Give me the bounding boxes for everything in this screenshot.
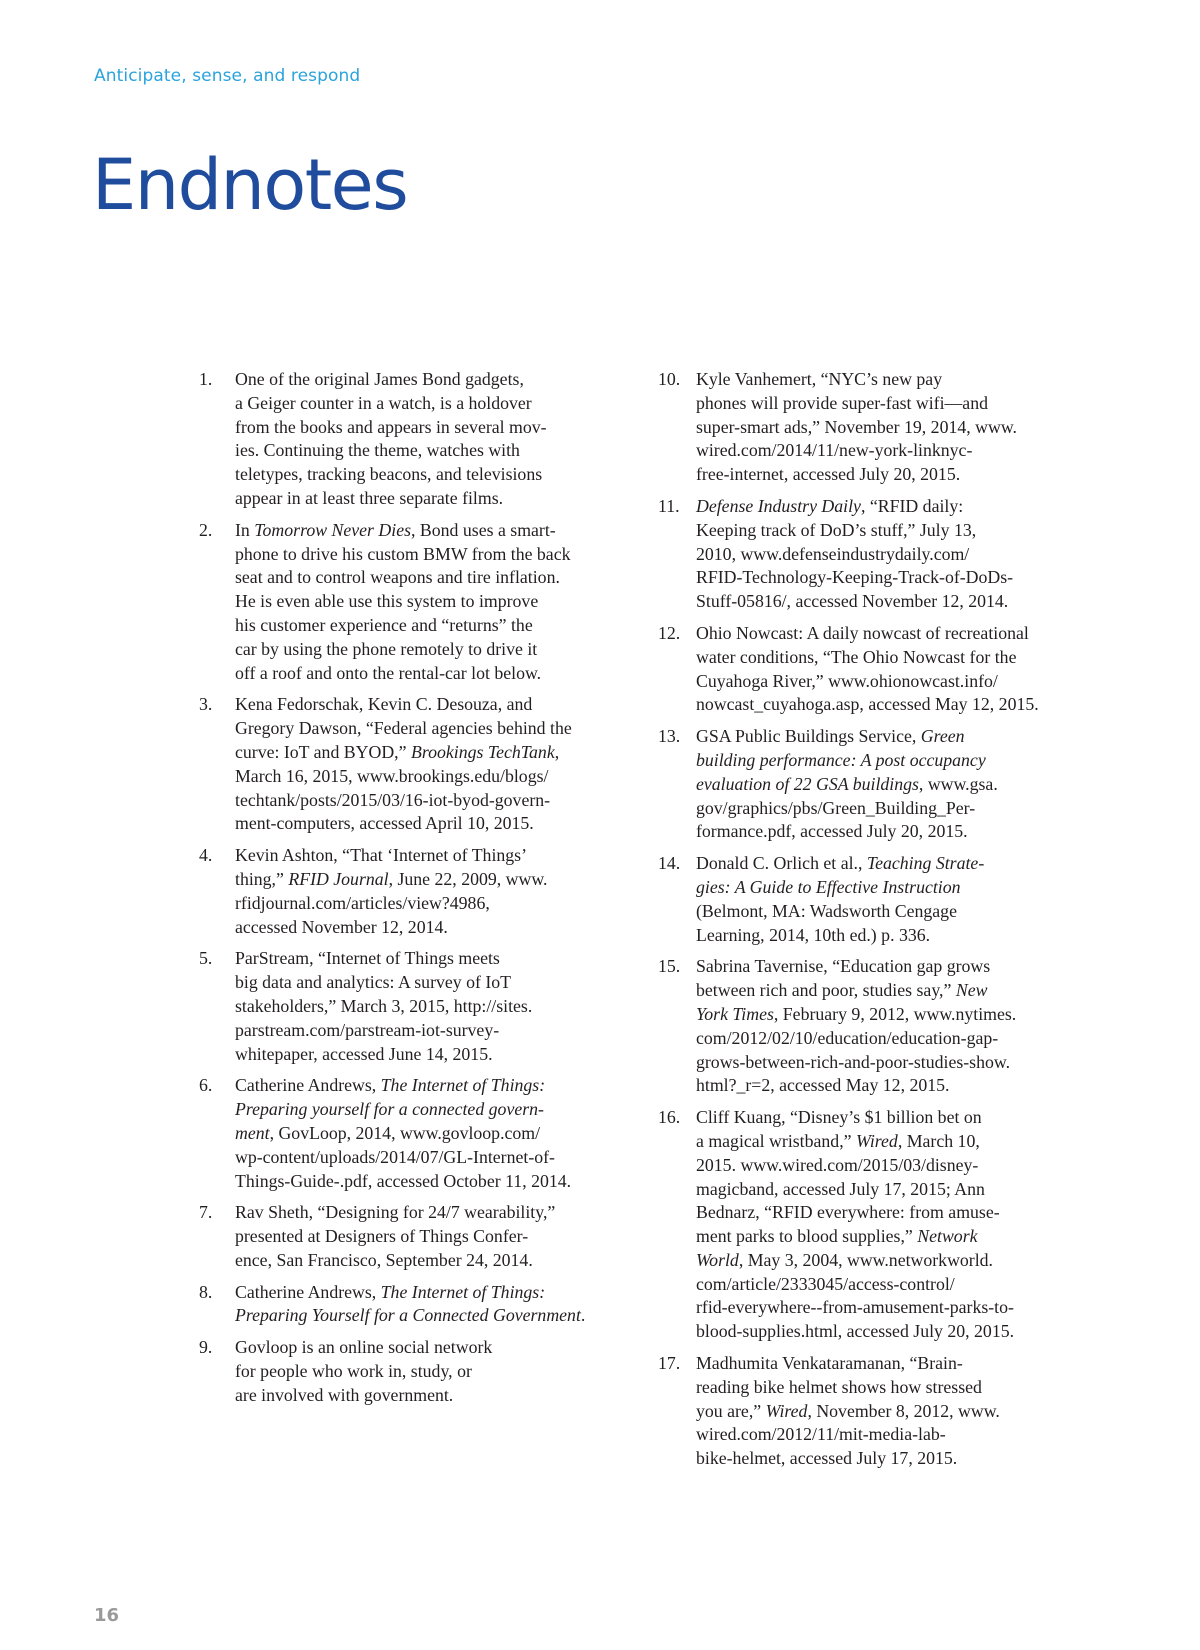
endnote-line bbox=[235, 543, 619, 567]
endnote-line bbox=[696, 1273, 1078, 1297]
endnote-line bbox=[696, 1352, 1078, 1376]
endnote-italic-text: Wired bbox=[765, 1400, 808, 1421]
endnote-line bbox=[696, 495, 1078, 519]
endnote-line bbox=[696, 622, 1078, 646]
endnote-text-run: Kena Fedorschak, Kevin C. Desouza, and bbox=[235, 694, 533, 715]
endnote-line bbox=[235, 463, 619, 487]
endnote-text bbox=[696, 622, 1078, 717]
endnote-number: 5. bbox=[199, 948, 213, 969]
endnote-italic-text: Network bbox=[917, 1226, 978, 1247]
endnote-italic-text: Green bbox=[920, 726, 965, 747]
endnote-line bbox=[235, 693, 619, 717]
endnote-text-run: Bednarz, “RFID everywhere: from amuse- bbox=[696, 1202, 1000, 1223]
endnote-text-run: wp-content/uploads/2014/07/GL-Internet-of- bbox=[235, 1146, 555, 1167]
page-title: Endnotes bbox=[92, 144, 408, 226]
endnote-text-run: phone to drive his custom BMW from the back bbox=[235, 543, 571, 564]
endnote-line bbox=[696, 1249, 1078, 1273]
endnote-italic-text: Teaching Strate- bbox=[866, 853, 985, 874]
endnote-text-run: Gregory Dawson, “Federal agencies behind the bbox=[235, 718, 572, 739]
endnote-number: 1. bbox=[199, 369, 213, 389]
endnote-number: 8. bbox=[199, 1281, 213, 1302]
endnote-item bbox=[199, 1201, 619, 1272]
endnote-text-run: ParStream, “Internet of Things meets bbox=[235, 948, 500, 969]
endnote-line bbox=[235, 614, 619, 638]
endnote-line bbox=[696, 1320, 1078, 1344]
endnote-line bbox=[696, 900, 1078, 924]
endnote-italic-text: ment bbox=[235, 1122, 270, 1143]
endnotes-column-left bbox=[199, 368, 619, 1416]
endnote-line bbox=[235, 416, 619, 440]
endnote-text-run: from the books and appears in several mov- bbox=[235, 416, 547, 437]
endnote-text-run: techtank/posts/2015/03/16-iot-byod-govern- bbox=[235, 789, 551, 810]
endnote-line bbox=[235, 765, 619, 789]
endnote-number: 12. bbox=[658, 622, 681, 643]
endnote-line bbox=[235, 995, 619, 1019]
endnote-line bbox=[235, 566, 619, 590]
endnote-line bbox=[235, 392, 619, 416]
endnote-line bbox=[696, 1027, 1078, 1051]
endnote-text-run: ment parks to blood supplies,” bbox=[696, 1226, 918, 1247]
endnote-italic-text: gies: A Guide to Effective Instruction bbox=[696, 876, 961, 897]
endnote-text-run: parstream.com/parstream-iot-survey- bbox=[235, 1019, 500, 1040]
endnote-line bbox=[235, 1201, 619, 1225]
endnote-text-run: , June 22, 2009, www. bbox=[388, 868, 548, 889]
endnote-line bbox=[696, 1376, 1078, 1400]
endnote-text-run: Things-Guide-.pdf, accessed October 11, 2014. bbox=[235, 1170, 572, 1191]
endnote-text-run: Madhumita Venkataramanan, “Brain- bbox=[696, 1353, 963, 1374]
endnote-text-run: reading bike helmet shows how stressed bbox=[696, 1376, 982, 1397]
endnote-text-run: Catherine Andrews, bbox=[235, 1281, 381, 1302]
endnote-line bbox=[235, 844, 619, 868]
endnote-line bbox=[696, 1106, 1078, 1130]
endnote-line bbox=[696, 1178, 1078, 1202]
endnote-line bbox=[696, 519, 1078, 543]
endnote-text-run: ment-computers, accessed April 10, 2015. bbox=[235, 813, 534, 834]
endnote-text-run: blood-supplies.html, accessed July 20, 2015. bbox=[696, 1321, 1015, 1342]
endnote-line bbox=[235, 1043, 619, 1067]
endnote-italic-text: Wired bbox=[855, 1130, 898, 1151]
endnote-line bbox=[696, 1296, 1078, 1320]
endnote-line bbox=[235, 662, 619, 686]
endnote-number: 16. bbox=[658, 1107, 681, 1128]
endnote-line bbox=[696, 693, 1078, 717]
endnote-text-run: seat and to control weapons and tire inflation. bbox=[235, 567, 560, 588]
endnote-text-run: accessed November 12, 2014. bbox=[235, 916, 448, 937]
endnote-italic-text: The Internet of Things: bbox=[380, 1075, 546, 1096]
endnote-text-run: Govloop is an online social network bbox=[235, 1337, 493, 1358]
endnote-text-run: wired.com/2014/11/new-york-linknyc- bbox=[696, 440, 973, 461]
endnote-text-run: presented at Designers of Things Confer- bbox=[235, 1226, 529, 1247]
endnote-line bbox=[696, 820, 1078, 844]
running-head: Anticipate, sense, and respond bbox=[94, 66, 361, 86]
endnote-text-run: 2010, www.defenseindustrydaily.com/ bbox=[696, 543, 970, 564]
endnote-text-run: a Geiger counter in a watch, is a holdover bbox=[235, 392, 532, 413]
endnote-line bbox=[696, 773, 1078, 797]
endnote-text-run: curve: IoT and BYOD,” bbox=[235, 741, 411, 762]
endnote-line bbox=[235, 812, 619, 836]
endnote-line bbox=[235, 1384, 619, 1408]
endnote-text-run: grows-between-rich-and-poor-studies-show. bbox=[696, 1051, 1011, 1072]
endnote-number: 3. bbox=[199, 694, 213, 715]
endnotes-column-right bbox=[658, 368, 1078, 1479]
endnote-line bbox=[696, 1400, 1078, 1424]
endnote-text-run: com/article/2333045/access-control/ bbox=[696, 1273, 955, 1294]
endnote-italic-text: Brookings TechTank bbox=[410, 741, 555, 762]
endnote-line bbox=[235, 487, 619, 511]
endnote-line bbox=[235, 741, 619, 765]
endnote-text bbox=[696, 1352, 1078, 1471]
endnote-text-run: a magical wristband,” bbox=[696, 1130, 856, 1151]
endnote-line bbox=[696, 797, 1078, 821]
endnote-text-run: Donald C. Orlich et al., bbox=[696, 853, 867, 874]
endnote-text-run: GSA Public Buildings Service, bbox=[696, 726, 921, 747]
endnote-text-run: One of the original James Bond gadgets, bbox=[235, 369, 524, 389]
endnote-line bbox=[235, 1074, 619, 1098]
endnote-text-run: Cuyahoga River,” www.ohionowcast.info/ bbox=[696, 670, 998, 691]
endnote-text-run: between rich and poor, studies say,” bbox=[696, 980, 956, 1001]
endnote-line bbox=[696, 924, 1078, 948]
endnote-text bbox=[235, 693, 619, 836]
endnote-text-run: you are,” bbox=[696, 1400, 766, 1421]
endnote-text bbox=[696, 955, 1078, 1098]
endnote-line bbox=[235, 1146, 619, 1170]
endnote-line bbox=[696, 1051, 1078, 1075]
endnote-item bbox=[199, 693, 619, 836]
endnote-line bbox=[696, 725, 1078, 749]
endnote-italic-text: World bbox=[696, 1249, 739, 1270]
endnote-text-run: RFID-Technology-Keeping-Track-of-DoDs- bbox=[696, 567, 1014, 588]
endnote-italic-text: Preparing yourself for a connected govern- bbox=[235, 1099, 544, 1120]
endnote-item bbox=[199, 519, 619, 686]
endnote-item bbox=[658, 368, 1078, 487]
endnote-text-run: Keeping track of DoD’s stuff,” July 13, bbox=[696, 519, 977, 540]
endnote-line bbox=[235, 916, 619, 940]
endnote-text-run: off a roof and onto the rental-car lot below. bbox=[235, 662, 542, 683]
endnote-text-run: big data and analytics: A survey of IoT bbox=[235, 972, 512, 993]
endnote-line bbox=[696, 566, 1078, 590]
endnote-text-run: Ohio Nowcast: A daily nowcast of recreational bbox=[696, 622, 1029, 643]
endnote-text bbox=[235, 844, 619, 939]
endnote-text-run: , “RFID daily: bbox=[860, 495, 964, 516]
endnote-line bbox=[235, 1122, 619, 1146]
page-number: 16 bbox=[94, 1605, 120, 1626]
endnote-number: 10. bbox=[658, 369, 681, 389]
endnote-line bbox=[696, 1130, 1078, 1154]
endnote-text bbox=[696, 495, 1078, 614]
endnote-line bbox=[235, 1098, 619, 1122]
endnote-text-run: teletypes, tracking beacons, and televisions bbox=[235, 464, 543, 485]
endnote-item bbox=[658, 495, 1078, 614]
endnote-italic-text: Tomorrow Never Dies bbox=[254, 519, 412, 540]
endnote-text-run: , March 10, bbox=[897, 1130, 980, 1151]
endnote-text-run: rfidjournal.com/articles/view?4986, bbox=[235, 892, 490, 913]
endnote-line bbox=[235, 892, 619, 916]
endnote-text-run: Catherine Andrews, bbox=[235, 1075, 381, 1096]
endnote-text-run: water conditions, “The Ohio Nowcast for the bbox=[696, 646, 1017, 667]
endnote-italic-text: evaluation of 22 GSA buildings bbox=[696, 773, 919, 794]
endnote-line bbox=[696, 1423, 1078, 1447]
endnote-line bbox=[696, 1447, 1078, 1471]
endnote-item bbox=[199, 1281, 619, 1329]
endnote-item bbox=[199, 1074, 619, 1193]
endnote-text bbox=[235, 368, 619, 511]
endnote-line bbox=[696, 463, 1078, 487]
endnote-line bbox=[696, 439, 1078, 463]
endnote-text-run: com/2012/02/10/education/education-gap- bbox=[696, 1027, 999, 1048]
endnote-line bbox=[235, 1249, 619, 1273]
endnote-italic-text: Preparing Yourself for a Connected Government bbox=[235, 1305, 581, 1326]
endnote-text-run: Stuff-05816/, accessed November 12, 2014. bbox=[696, 591, 1009, 612]
endnote-text bbox=[696, 852, 1078, 947]
endnote-item bbox=[199, 1336, 619, 1407]
endnote-italic-text: building performance: A post occupancy bbox=[696, 749, 986, 770]
endnote-italic-text: York Times bbox=[696, 1003, 774, 1024]
endnote-line bbox=[235, 1336, 619, 1360]
endnote-text bbox=[235, 519, 619, 686]
endnote-item bbox=[199, 368, 619, 511]
endnote-number: 14. bbox=[658, 853, 681, 874]
endnote-line bbox=[696, 416, 1078, 440]
endnote-line bbox=[235, 590, 619, 614]
endnote-line bbox=[696, 392, 1078, 416]
endnote-line bbox=[235, 368, 619, 392]
endnote-text-run: free-internet, accessed July 20, 2015. bbox=[696, 464, 961, 485]
endnote-text-run: , February 9, 2012, www.nytimes. bbox=[773, 1003, 1017, 1024]
endnote-line bbox=[235, 868, 619, 892]
endnote-text bbox=[235, 1281, 619, 1329]
endnote-line bbox=[235, 1281, 619, 1305]
endnote-line bbox=[696, 876, 1078, 900]
endnote-line bbox=[696, 1003, 1078, 1027]
endnote-line bbox=[235, 1225, 619, 1249]
endnote-text-run: thing,” bbox=[235, 868, 289, 889]
endnote-text bbox=[235, 1336, 619, 1407]
endnote-line bbox=[696, 749, 1078, 773]
endnote-text-run: Rav Sheth, “Designing for 24/7 wearability,” bbox=[235, 1202, 556, 1223]
endnote-item bbox=[658, 725, 1078, 844]
endnote-text-run: stakeholders,” March 3, 2015, http://sites. bbox=[235, 995, 533, 1016]
endnote-line bbox=[696, 852, 1078, 876]
endnote-item bbox=[199, 844, 619, 939]
endnote-item bbox=[658, 1352, 1078, 1471]
endnote-line bbox=[696, 1154, 1078, 1178]
endnote-number: 15. bbox=[658, 956, 681, 977]
endnote-text-run: Sabrina Tavernise, “Education gap grows bbox=[696, 956, 991, 977]
endnote-text-run: car by using the phone remotely to drive it bbox=[235, 638, 538, 659]
endnote-line bbox=[235, 1170, 619, 1194]
endnote-item bbox=[658, 852, 1078, 947]
endnote-line bbox=[235, 789, 619, 813]
endnote-text bbox=[696, 725, 1078, 844]
endnote-line bbox=[235, 638, 619, 662]
endnote-text-run: , May 3, 2004, www.networkworld. bbox=[738, 1249, 994, 1270]
endnote-text-run: Kevin Ashton, “That ‘Internet of Things’ bbox=[235, 845, 528, 866]
endnote-text-run: bike-helmet, accessed July 17, 2015. bbox=[696, 1448, 958, 1469]
endnote-text-run: whitepaper, accessed June 14, 2015. bbox=[235, 1043, 493, 1064]
endnote-item bbox=[658, 955, 1078, 1098]
endnote-item bbox=[658, 622, 1078, 717]
endnote-italic-text: Defense Industry Daily bbox=[696, 495, 861, 516]
endnote-text-run: appear in at least three separate films. bbox=[235, 487, 504, 508]
endnote-text-run: , November 8, 2012, www. bbox=[807, 1400, 1000, 1421]
endnote-line bbox=[696, 1201, 1078, 1225]
endnote-line bbox=[696, 590, 1078, 614]
endnote-text-run: Kyle Vanhemert, “NYC’s new pay bbox=[696, 369, 943, 389]
endnote-italic-text: RFID Journal bbox=[288, 868, 389, 889]
endnote-text-run: 2015. www.wired.com/2015/03/disney- bbox=[696, 1154, 979, 1175]
endnote-number: 2. bbox=[199, 519, 213, 540]
endnote-text-run: are involved with government. bbox=[235, 1384, 454, 1405]
endnote-text-run: html?_r=2, accessed May 12, 2015. bbox=[696, 1075, 950, 1096]
endnote-text-run: ies. Continuing the theme, watches with bbox=[235, 440, 520, 461]
endnote-text-run: , GovLoop, 2014, www.govloop.com/ bbox=[269, 1122, 541, 1143]
endnote-text-run: wired.com/2012/11/mit-media-lab- bbox=[696, 1424, 946, 1445]
endnote-number: 11. bbox=[658, 495, 680, 516]
endnote-text-run: , bbox=[554, 741, 560, 762]
endnote-line bbox=[696, 670, 1078, 694]
endnote-line bbox=[235, 717, 619, 741]
endnote-line bbox=[235, 1304, 619, 1328]
endnote-text-run: March 16, 2015, www.brookings.edu/blogs/ bbox=[235, 765, 549, 786]
endnote-text-run: gov/graphics/pbs/Green_Building_Per- bbox=[696, 797, 976, 818]
endnote-line bbox=[235, 1360, 619, 1384]
endnote-italic-text: New bbox=[955, 980, 988, 1001]
endnote-text-run: , Bond uses a smart- bbox=[411, 519, 556, 540]
endnote-text-run: He is even able use this system to improve bbox=[235, 591, 539, 612]
endnote-text-run: . bbox=[580, 1305, 586, 1326]
endnote-number: 6. bbox=[199, 1075, 213, 1096]
endnote-line bbox=[235, 947, 619, 971]
endnote-line bbox=[696, 368, 1078, 392]
endnote-text-run: magicband, accessed July 17, 2015; Ann bbox=[696, 1178, 985, 1199]
endnote-number: 17. bbox=[658, 1353, 681, 1374]
endnote-line bbox=[696, 979, 1078, 1003]
endnote-line bbox=[696, 646, 1078, 670]
endnote-text-run: ence, San Francisco, September 24, 2014. bbox=[235, 1249, 533, 1270]
endnote-text-run: phones will provide super-fast wifi—and bbox=[696, 392, 988, 413]
endnote-line bbox=[696, 1225, 1078, 1249]
endnote-text bbox=[235, 947, 619, 1066]
endnote-text-run: super-smart ads,” November 19, 2014, www. bbox=[696, 416, 1017, 437]
endnote-line bbox=[235, 971, 619, 995]
endnote-text-run: , www.gsa. bbox=[918, 773, 998, 794]
endnote-number: 13. bbox=[658, 726, 681, 747]
endnote-item bbox=[199, 947, 619, 1066]
endnote-text bbox=[696, 1106, 1078, 1344]
endnote-text-run: In bbox=[235, 519, 255, 540]
endnote-item bbox=[658, 1106, 1078, 1344]
endnote-line bbox=[696, 955, 1078, 979]
endnote-number: 4. bbox=[199, 845, 213, 866]
endnote-number: 7. bbox=[199, 1202, 213, 1223]
endnote-number: 9. bbox=[199, 1337, 213, 1358]
endnote-text-run: Cliff Kuang, “Disney’s $1 billion bet on bbox=[696, 1107, 982, 1128]
endnote-line bbox=[235, 439, 619, 463]
endnote-text bbox=[235, 1201, 619, 1272]
endnote-text bbox=[696, 368, 1078, 487]
endnote-text bbox=[235, 1074, 619, 1193]
endnote-text-run: formance.pdf, accessed July 20, 2015. bbox=[696, 821, 968, 842]
endnote-text-run: (Belmont, MA: Wadsworth Cengage bbox=[696, 900, 957, 921]
endnote-line bbox=[696, 543, 1078, 567]
endnote-text-run: Learning, 2014, 10th ed.) p. 336. bbox=[696, 924, 931, 945]
endnote-text-run: for people who work in, study, or bbox=[235, 1361, 472, 1382]
endnote-line bbox=[235, 519, 619, 543]
endnote-text-run: his customer experience and “returns” the bbox=[235, 614, 533, 635]
endnote-italic-text: The Internet of Things: bbox=[380, 1281, 546, 1302]
endnote-text-run: rfid-everywhere--from-amusement-parks-to- bbox=[696, 1297, 1014, 1318]
endnote-text-run: nowcast_cuyahoga.asp, accessed May 12, 2015. bbox=[696, 694, 1039, 715]
endnote-line bbox=[696, 1074, 1078, 1098]
endnote-line bbox=[235, 1019, 619, 1043]
